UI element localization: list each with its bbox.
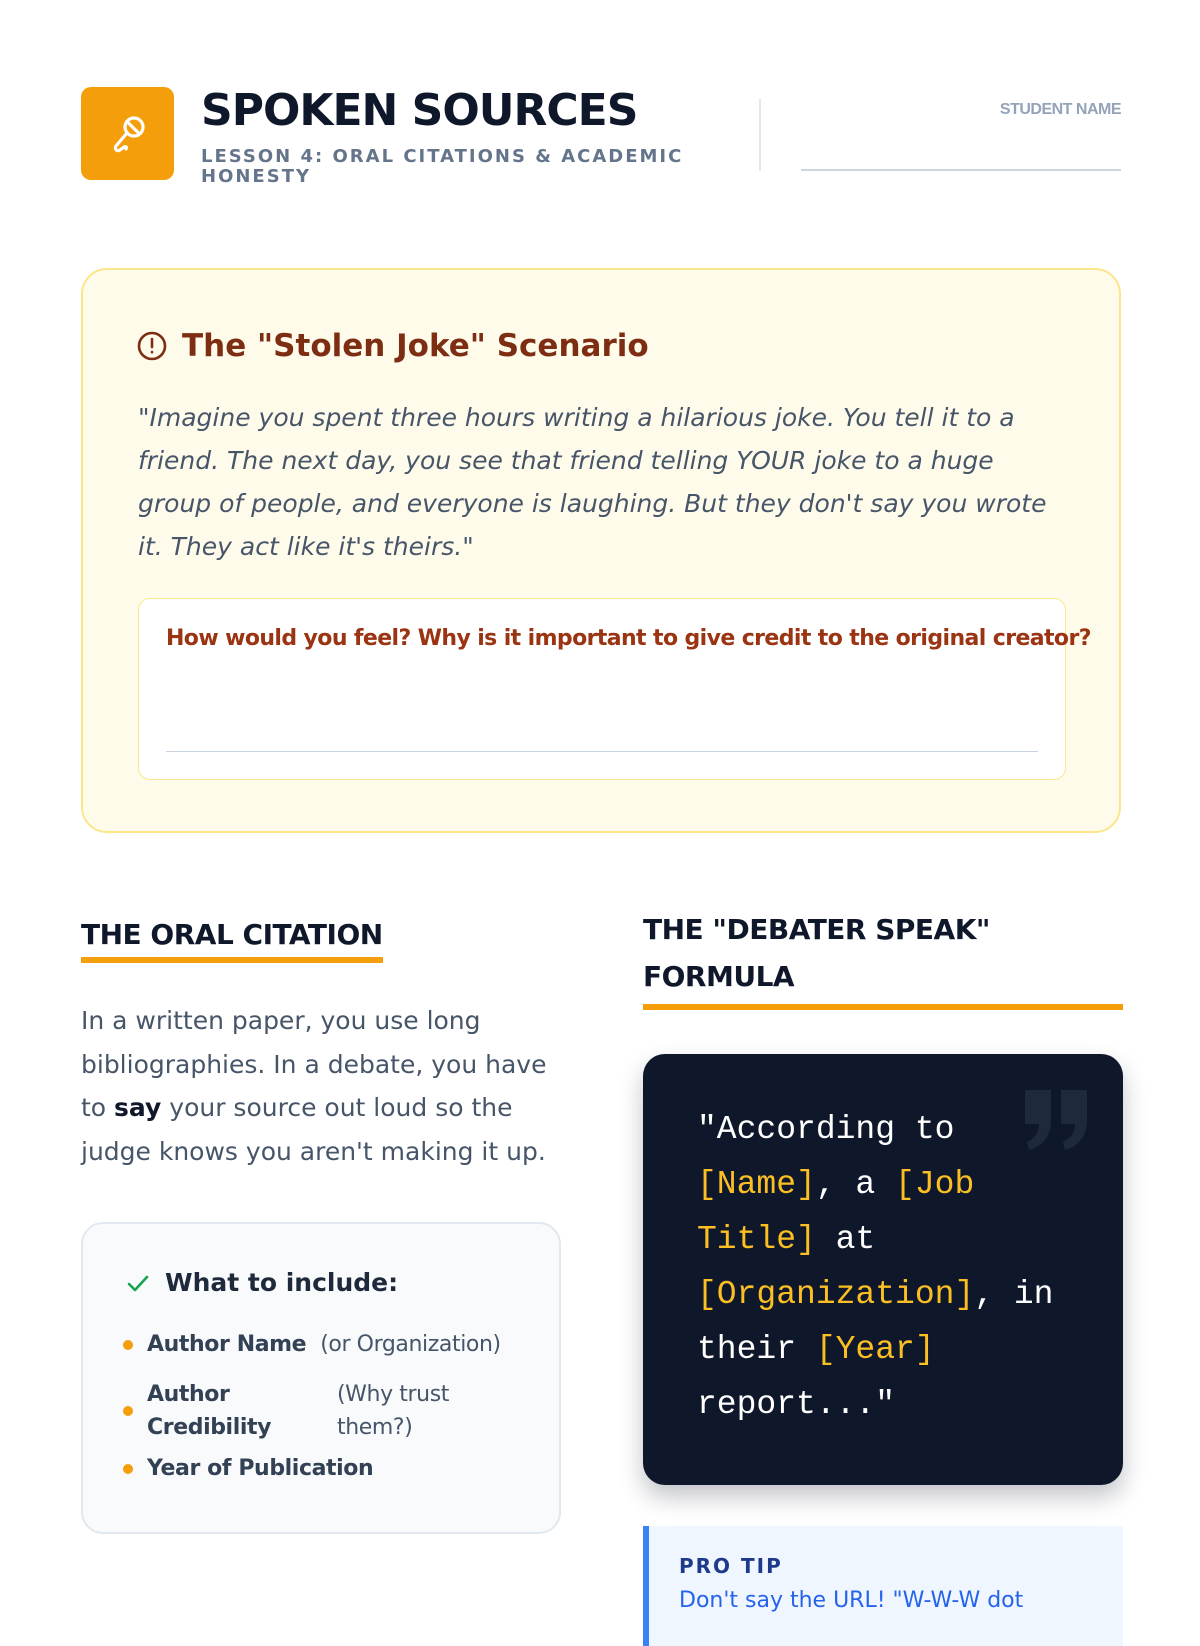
paragraph-text-2: your source out loud so the judge knows you aren't making it up. xyxy=(81,1093,546,1166)
oral-citation-paragraph xyxy=(81,999,561,1173)
scenario-card xyxy=(81,268,1121,833)
include-item-label: Year of Publication xyxy=(147,1456,374,1481)
include-item-label: Author Name xyxy=(147,1332,307,1357)
page-title: SPOKEN SOURCES xyxy=(201,85,638,136)
bullet-icon xyxy=(123,1406,133,1416)
scenario-title: The "Stolen Joke" Scenario xyxy=(182,328,649,364)
include-item-label: Author Credibility xyxy=(147,1382,272,1440)
formula-text-part: "According to xyxy=(697,1111,955,1148)
formula-card xyxy=(643,1054,1123,1485)
reflection-question: How would you feel? Why is it important to give credit to the original creator? xyxy=(166,626,1091,651)
list-item xyxy=(123,1328,501,1361)
placeholder-name: [Name] xyxy=(697,1166,816,1203)
formula-section xyxy=(643,913,1123,1613)
pro-tip-text: Don't say the URL! "W-W-W dot xyxy=(679,1588,1024,1613)
student-name-label: STUDENT NAME xyxy=(999,101,1121,118)
bullet-icon xyxy=(123,1464,133,1474)
oral-citation-heading xyxy=(81,918,383,963)
microphone-icon xyxy=(106,112,150,156)
pro-tip-label: PRO TIP xyxy=(679,1554,783,1578)
list-item xyxy=(123,1452,373,1485)
page-header xyxy=(81,87,1121,207)
scenario-header xyxy=(136,328,649,364)
pro-tip-box xyxy=(643,1526,1123,1646)
reflection-answer-field[interactable] xyxy=(166,751,1038,752)
include-title: What to include: xyxy=(165,1268,399,1297)
bullet-icon xyxy=(123,1340,133,1350)
reflection-answer-box xyxy=(138,598,1091,780)
placeholder-organization: [Organization] xyxy=(697,1276,975,1313)
paragraph-text-1: In a written paper, you use long bibliographies. In a debate, you have to xyxy=(81,1006,547,1122)
formula-text-part: , a xyxy=(815,1166,896,1203)
include-item-note: (or Organization) xyxy=(320,1332,501,1357)
formula-title: THE "DEBATER SPEAK" FORMULA xyxy=(643,906,1123,1010)
logo xyxy=(81,87,174,180)
scenario-quote: "Imagine you spent three hours writing a hilarious joke. You tell it to a friend. The next day, you see that friend telling YOUR joke to a huge group of people, and everyone is laughing. But they don't say you wrote it. They act like it's theirs." xyxy=(138,403,1047,561)
header-divider xyxy=(759,99,761,171)
formula-text-part: at xyxy=(815,1221,876,1258)
list-item xyxy=(123,1378,467,1444)
placeholder-job-title: [Job Title] xyxy=(697,1166,975,1258)
paragraph-emphasis: say xyxy=(114,1093,162,1122)
include-item-note: (Why trust them?) xyxy=(337,1382,449,1440)
include-header xyxy=(125,1268,398,1297)
formula-text-part: , in their xyxy=(697,1276,1054,1368)
formula-text-part: report..." xyxy=(697,1386,896,1423)
page-subtitle: LESSON 4: ORAL CITATIONS & ACADEMIC HONESTY xyxy=(201,146,684,187)
what-to-include-card xyxy=(81,1222,561,1534)
check-icon xyxy=(125,1270,151,1296)
placeholder-year: [Year] xyxy=(815,1331,935,1368)
student-name-field[interactable] xyxy=(801,169,1121,171)
formula-text xyxy=(697,1102,1097,1432)
oral-citation-title: THE ORAL CITATION xyxy=(81,918,383,951)
oral-citation-section xyxy=(81,918,561,1481)
alert-circle-icon xyxy=(136,330,168,362)
